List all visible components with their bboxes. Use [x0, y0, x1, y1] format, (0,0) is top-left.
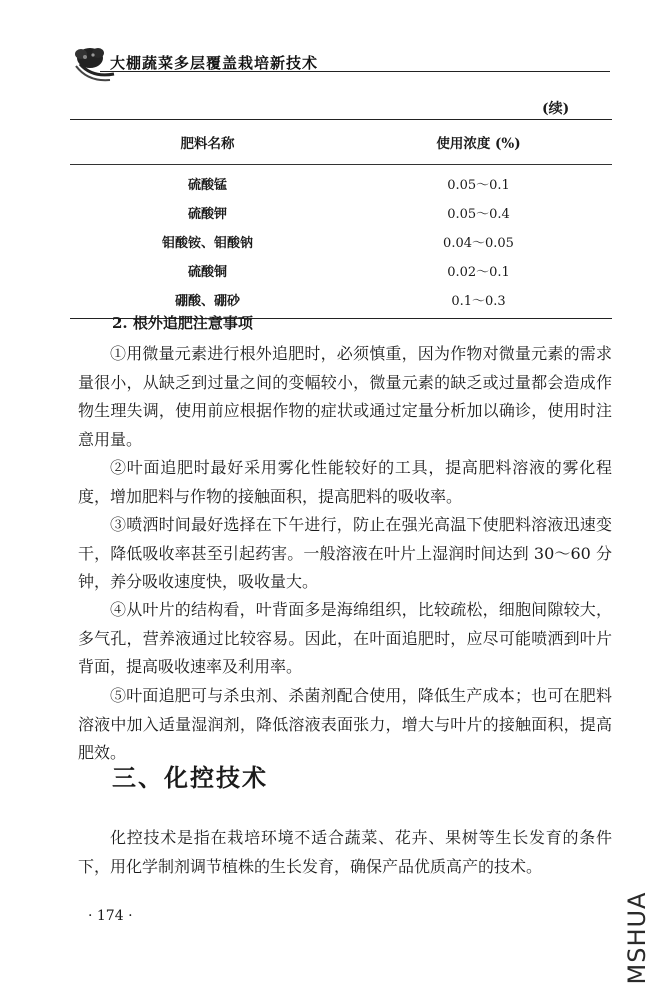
- fertilizer-name-cell: 硼酸、硼砂: [174, 294, 240, 309]
- page-number: · 174 ·: [88, 908, 133, 924]
- paragraph-1: ①用微量元素进行根外追肥时，必须慎重，因为作物对微量元素的需求量很小，从缺乏到过量之间的变幅较小，微量元素的缺乏或过量都会造成作物生理失调，使用前应根据作物的症状或通过定量分析加以确诊，使用时注意用量。: [78, 344, 612, 449]
- paragraph-3: ③喷洒时间最好选择在下午进行，防止在强光高温下使肥料溶液迅速变干，降低吸收率甚至引起药害。一般溶液在叶片上湿润时间达到 30～60 分钟，养分吸收速度快，吸收量大。: [78, 515, 612, 591]
- running-header: [70, 44, 610, 78]
- concentration-cell: 0.05～0.1: [447, 178, 510, 193]
- table-row: [70, 227, 612, 256]
- table-row: [70, 256, 612, 285]
- section-heading: 2. 根外追肥注意事项: [112, 314, 253, 332]
- fertilizer-name-cell: 硫酸钾: [187, 207, 227, 222]
- fertilizer-name-cell: 硫酸铜: [187, 265, 227, 280]
- watermark: [622, 884, 652, 992]
- fertilizer-name-cell: 硫酸锰: [187, 178, 227, 193]
- table-continued-label: (续): [542, 101, 570, 117]
- header-rule: [100, 71, 610, 72]
- paragraph-5: ⑤叶面追肥可与杀虫剂、杀菌剂配合使用，降低生产成本；也可在肥料溶液中加入适量湿润剂，降低溶液表面张力，增大与叶片的接触面积，提高肥效。: [78, 686, 612, 762]
- fertilizer-name-cell: 钼酸铵、钼酸钠: [161, 236, 253, 251]
- column-header-concentration: 使用浓度 (%): [436, 136, 521, 152]
- concentration-cell: 0.05～0.4: [447, 207, 510, 222]
- concentration-cell: 0.02～0.1: [447, 265, 510, 280]
- watermark-text: MSHUA: [623, 891, 651, 985]
- paragraph-2: ②叶面追肥时最好采用雾化性能较好的工具，提高肥料溶液的雾化程度，增加肥料与作物的接触面积，提高肥料的吸收率。: [78, 458, 612, 506]
- table-body: [70, 165, 612, 318]
- column-header-name: 肥料名称: [180, 136, 235, 152]
- chapter-title: 三、化控技术: [112, 764, 268, 792]
- concentration-cell: 0.1～0.3: [451, 294, 506, 309]
- table-row: [70, 198, 612, 227]
- chapter-intro-paragraph: 化控技术是指在栽培环境不适合蔬菜、花卉、果树等生长发育的条件下，用化学制剂调节植株的生长发育，确保产品优质高产的技术。: [78, 828, 612, 876]
- table-row: [70, 169, 612, 198]
- table-header-row: [70, 120, 612, 164]
- paragraph-4: ④从叶片的结构看，叶背面多是海绵组织，比较疏松，细胞间隙较大，多气孔，营养液通过比较容易。因此，在叶面追肥时，应尽可能喷洒到叶片背面，提高吸收速率及利用率。: [78, 600, 612, 676]
- concentration-cell: 0.04～0.05: [443, 236, 514, 251]
- header-title: 大棚蔬菜多层覆盖栽培新技术: [110, 54, 319, 72]
- table-row: [70, 285, 612, 314]
- fertilizer-table: [70, 119, 612, 319]
